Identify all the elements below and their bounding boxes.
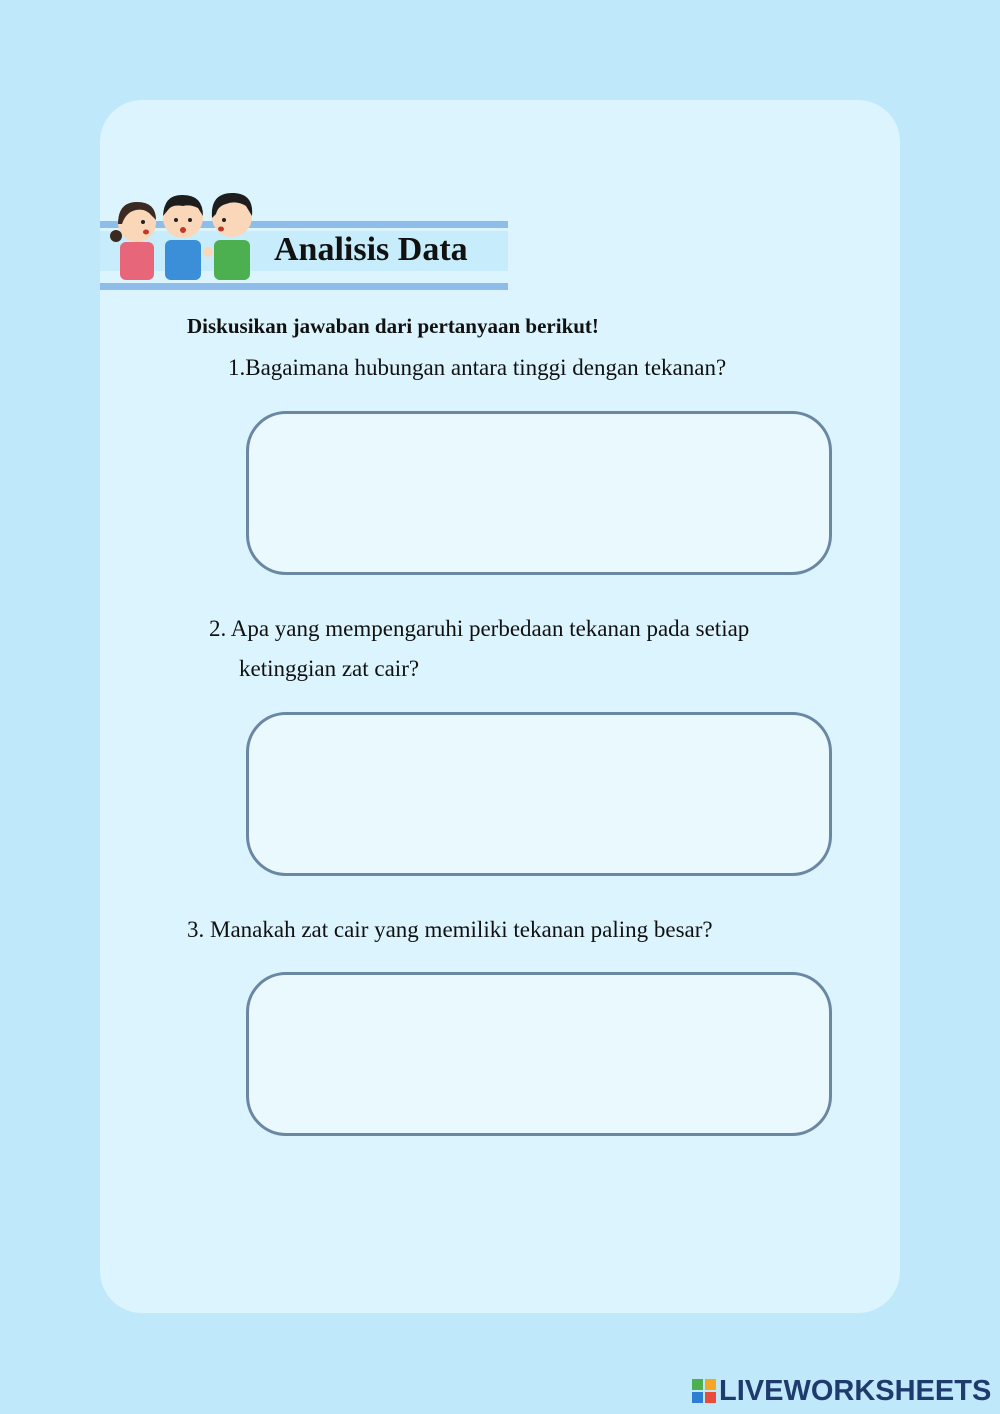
question-1 xyxy=(228,348,726,388)
section-title: Analisis Data xyxy=(274,231,468,268)
question-number: 3. xyxy=(187,917,205,942)
logo-text: LIVEWORKSHEETS xyxy=(719,1374,992,1407)
question-text: Manakah zat cair yang memiliki tekanan paling besar? xyxy=(210,917,713,942)
section-banner xyxy=(100,190,510,292)
question-text: Apa yang mempengaruhi perbedaan tekanan pada setiap xyxy=(230,616,750,641)
answer-box-1[interactable] xyxy=(246,411,832,575)
question-text-continued: ketinggian zat cair? xyxy=(239,656,420,681)
liveworksheets-logo xyxy=(692,1374,991,1408)
question-2 xyxy=(209,609,849,689)
question-3 xyxy=(187,910,713,950)
banner-stripe-bottom xyxy=(100,283,508,290)
liveworksheets-logo-icon xyxy=(692,1379,716,1403)
instruction-text: Diskusikan jawaban dari pertanyaan berikut! xyxy=(187,314,599,338)
question-text: Bagaimana hubungan antara tinggi dengan tekanan? xyxy=(245,355,727,380)
children-talking-icon xyxy=(106,190,256,282)
question-number: 2. xyxy=(209,616,227,641)
question-number: 1. xyxy=(228,355,246,380)
answer-box-2[interactable] xyxy=(246,712,832,876)
answer-box-3[interactable] xyxy=(246,972,832,1136)
